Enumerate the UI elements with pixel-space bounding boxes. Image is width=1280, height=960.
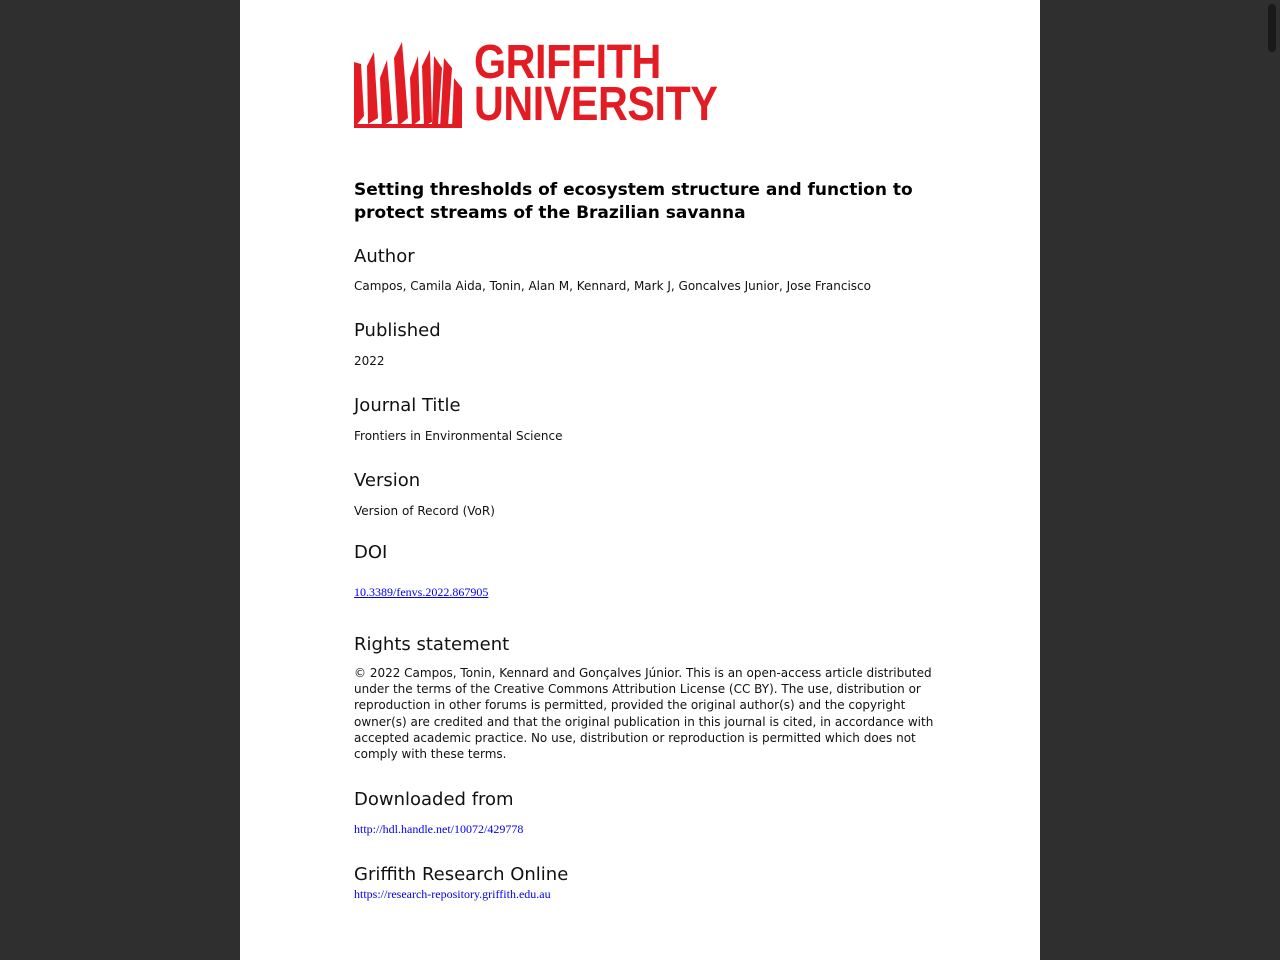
logo-wordmark [474, 36, 718, 131]
downloaded-from-heading: Downloaded from [354, 789, 514, 810]
rights-statement-text: © 2022 Campos, Tonin, Kennard and Gonçalves Júnior. This is an open-access article distributed under the terms of the Creative Commons Attribution License (CC BY). The use, distribution or reproduction in other forums is permitted, provided the original author(s) and the copyright owner(s) are credited and that the original publication in this journal is cited, in accordance with accepted academic practice. No use, distribution or reproduction is permitted which does not comply with these terms. [354, 666, 934, 762]
logo-line-griffith: GRIFFITH [474, 36, 661, 89]
version-value: Version of Record (VoR) [354, 504, 495, 518]
doi-link[interactable]: 10.3389/fenvs.2022.867905 [354, 585, 489, 599]
logo-line-university: UNIVERSITY [474, 78, 718, 131]
journal-title-heading: Journal Title [354, 395, 461, 416]
author-heading: Author [354, 246, 415, 267]
paper-title: Setting thresholds of ecosystem structure and function to protect streams of the Brazilian savanna [354, 180, 913, 223]
griffith-university-logo [354, 38, 762, 132]
published-heading: Published [354, 320, 441, 341]
doi-heading: DOI [354, 542, 388, 563]
journal-title-value: Frontiers in Environmental Science [354, 429, 563, 443]
author-value: Campos, Camila Aida, Tonin, Alan M, Kennard, Mark J, Goncalves Junior, Jose Francisco [354, 279, 871, 293]
rights-statement-heading: Rights statement [354, 634, 510, 655]
version-heading: Version [354, 470, 421, 491]
scrollbar-thumb[interactable] [1268, 4, 1276, 52]
published-value: 2022 [354, 354, 385, 368]
document-page [240, 0, 1040, 960]
griffith-research-online-heading: Griffith Research Online [354, 864, 569, 885]
repository-link[interactable]: https://research-repository.griffith.edu.au [354, 887, 551, 901]
handle-link[interactable]: http://hdl.handle.net/10072/429778 [354, 822, 524, 836]
griffith-emblem-icon [354, 38, 466, 132]
